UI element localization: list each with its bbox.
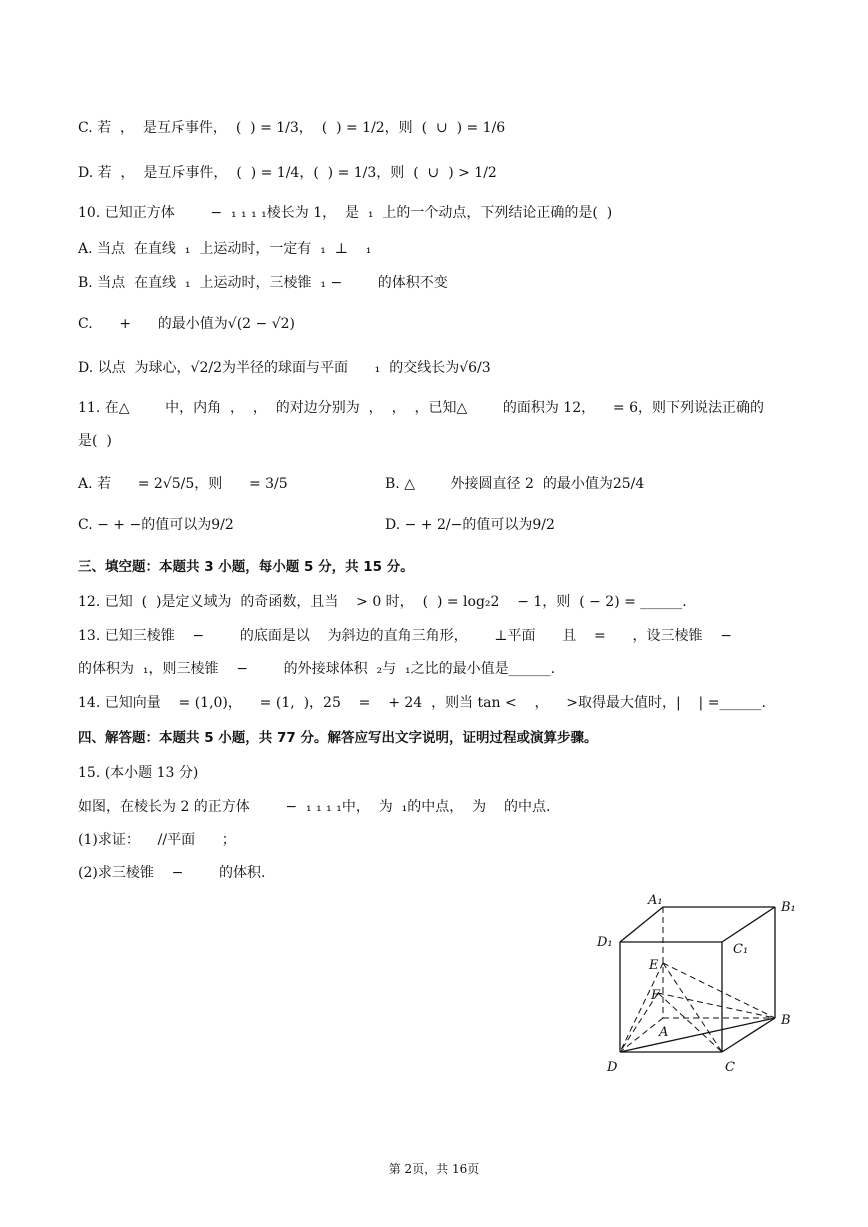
label-C: C [725,1060,735,1075]
line-10d: D. 以点 为球心，√2/2为半径的球面与平面 ₁ 的交线长为√6/3 [78,360,491,376]
cube-figure [585,885,805,1080]
label-B1: B₁ [781,900,796,915]
line-9d: D. 若 ， 是互斥事件， ( ) = 1/4，( ) = 1/3，则 ( ∪ ) > 1/2 [78,165,497,181]
question-15-part2: (2)求三棱锥 − 的体积. [78,865,266,881]
page-footer: 第 2页，共 16页 [388,1162,480,1176]
line-11b: B. △ 外接圆直径 2 的最小值为25/4 [385,476,645,492]
line-10c: C. + 的最小值为√(2 − √2) [78,316,296,332]
label-C1: C₁ [733,942,749,957]
label-E: E [649,958,659,973]
question-15: 15. (本小题 13 分) [78,765,199,781]
question-11: 11. 在△ 中，内角 ， ， 的对边分别为 ， ， ，已知△ 的面积为 12， = 6，则下列说法正确的 [78,400,765,416]
question-13: 13. 已知三棱锥 − 的底面是以 为斜边的直角三角形， ⊥平面 且 = ，设三棱锥 − [78,628,732,644]
question-13-cont: 的体积为 ₁，则三棱锥 − 的外接球体积 ₂与 ₁之比的最小值是______. [78,661,556,677]
label-A: A [659,1025,669,1040]
question-15-stem: 如图，在棱长为 2 的正方体 − ₁ ₁ ₁ ₁中， 为 ₁的中点， 为 的中点. [78,799,551,815]
line-11d: D. − + 2/−的值可以为9/2 [385,517,555,533]
section-fill-in: 三、填空题：本题共 3 小题，每小题 5 分，共 15 分。 [78,559,414,575]
line-11a: A. 若 = 2√5/5，则 = 3/5 [78,476,288,492]
line-10b: B. 当点 在直线 ₁ 上运动时，三棱锥 ₁ − 的体积不变 [78,275,448,291]
question-10: 10. 已知正方体 − ₁ ₁ ₁ ₁棱长为 1， 是 ₁ 上的一个动点，下列结论正确的是( ) [78,205,613,221]
label-B: B [781,1013,791,1028]
question-14: 14. 已知向量 = (1,0)， = (1, )，25 = + 24 ，则当 tan < ， >取得最大值时，| | =______. [78,695,766,711]
section-solve: 四、解答题：本题共 5 小题，共 77 分。解答应写出文字说明，证明过程或演算步骤。 [78,730,598,746]
label-D: D [607,1060,618,1075]
question-12: 12. 已知 ( )是定义域为 的奇函数，且当 > 0 时， ( ) = log₂2 − 1，则 ( − 2) = ______. [78,594,687,610]
question-11-cont: 是( ) [78,433,112,449]
question-15-part1: (1)求证： //平面 ； [78,832,236,848]
label-A1: A₁ [648,893,663,908]
line-10a: A. 当点 在直线 ₁ 上运动时，一定有 ₁ ⊥ ₁ [78,241,372,257]
line-11c: C. − + −的值可以为9/2 [78,517,234,533]
line-9c: C. 若 ， 是互斥事件， ( ) = 1/3， ( ) = 1/2，则 ( ∪ ) = 1/6 [78,120,506,136]
label-F: F [651,988,661,1003]
label-D1: D₁ [597,935,613,950]
